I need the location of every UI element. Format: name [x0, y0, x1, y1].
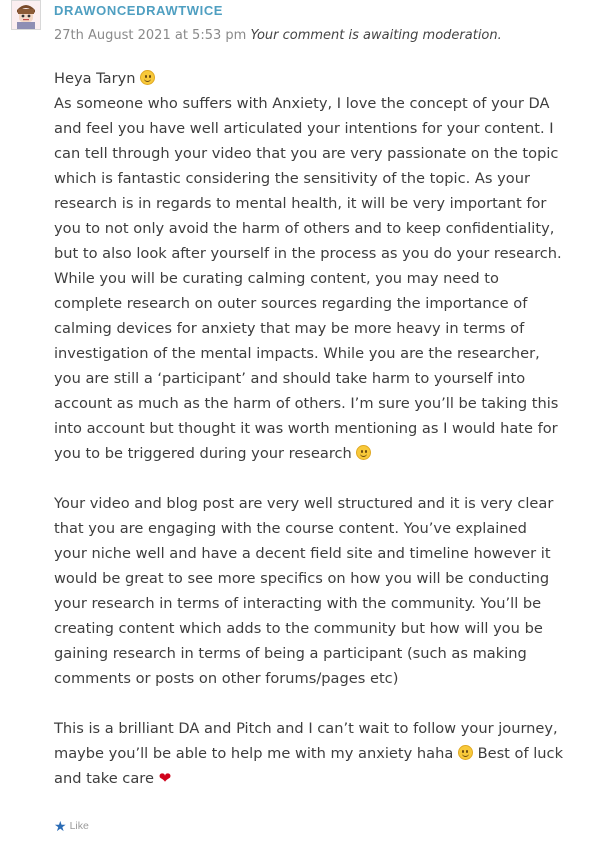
paragraph-3-text-b: Best of luck and take care: [54, 745, 564, 787]
comment-author-link[interactable]: DRAWONCEDRAWTWICE: [54, 3, 224, 18]
paragraph-2-text: Your video and blog post are very well structured and it is very clear that you are engaging with the course content. You’ve explained your niche well and have a decent field site and timeline however it would be great to see more specifics on how you will be conducting your research in terms of interacting with the community. You’ll be creating content which adds to the community but how will you be gaining research in terms of being a participant (such as making comments or posts on other forums/pages etc): [54, 495, 554, 687]
like-label: Like: [69, 820, 89, 832]
moderation-notice: Your comment is awaiting moderation.: [250, 28, 502, 43]
star-icon: ★: [54, 818, 67, 834]
smiley-emoji-icon: [140, 70, 155, 85]
heart-icon: ❤: [158, 769, 172, 787]
avatar-icon[interactable]: [11, 0, 41, 30]
smiley-emoji-icon: [458, 745, 473, 760]
comment-paragraph-1: [54, 66, 564, 466]
comment-paragraph-2: [54, 491, 564, 691]
smiley-emoji-icon: [356, 445, 371, 460]
greeting: Heya Taryn: [54, 70, 136, 87]
paragraph-1-text: As someone who suffers with Anxiety, I love the concept of your DA and feel you have well articulated your intentions for your content. I can tell through your video that you are very passionate on the topic which is fantastic considering the sensitivity of the topic. As your research is in regards to mental health, it will be very important for you to not only avoid the harm of others and to keep confidentiality, but to also look after yourself in the process as you do your research. While you will be curating calming content, you may need to complete research on outer sources regarding the importance of calming devices for anxiety that may be more heavy in terms of investigation of the mental impacts. While you are the researcher, you are still a ‘participant’ and should take harm to yourself into account as much as the harm of others. I’m sure you’ll be taking this into account but thought it was worth mentioning as I would hate for you to be triggered during your research: [54, 95, 562, 462]
comment-date[interactable]: 27th August 2021 at 5:53 pm: [54, 28, 247, 43]
comment-body: [54, 66, 564, 816]
like-button[interactable]: [54, 819, 89, 833]
comment-meta: [54, 28, 502, 43]
comment-paragraph-3: [54, 716, 564, 791]
paragraph-3-text-a: This is a brilliant DA and Pitch and I can’t wait to follow your journey, maybe you’ll be able to help me with my anxiety haha: [54, 720, 558, 762]
